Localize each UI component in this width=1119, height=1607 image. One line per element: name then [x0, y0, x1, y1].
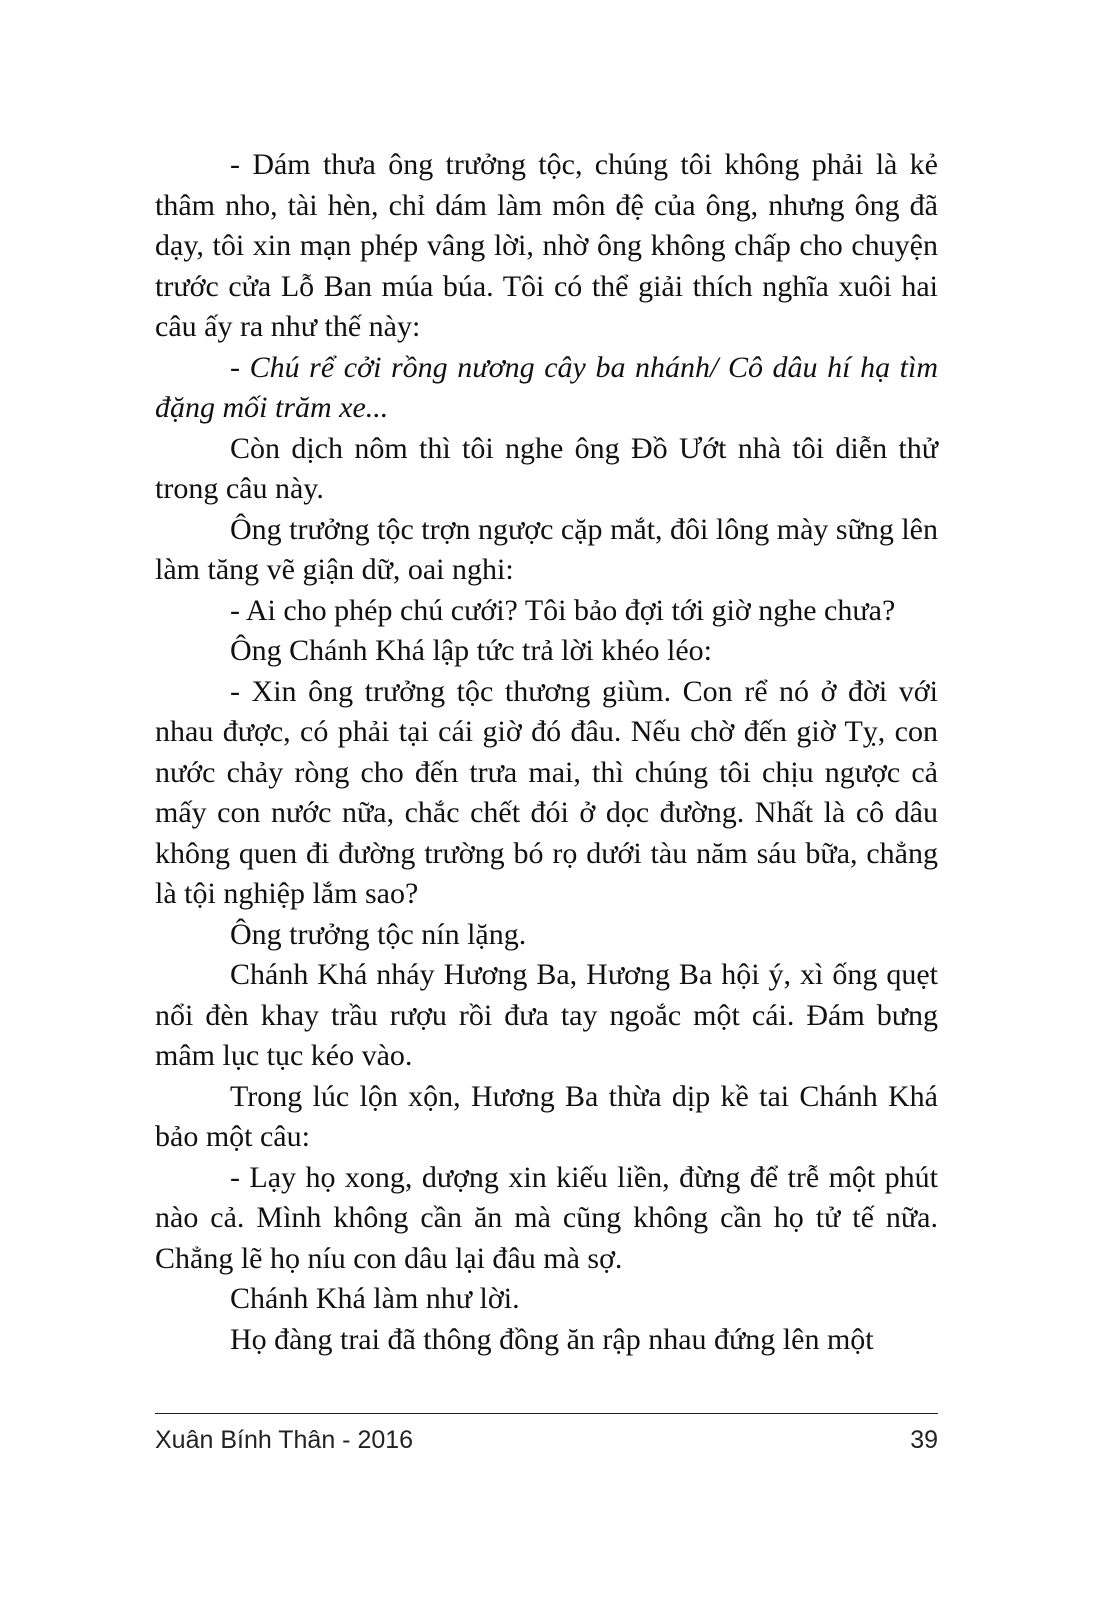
paragraph-italic-quote: - Chú rể cởi rồng nương cây ba nhánh/ Cô dâu hí hạ tìm đặng mối trăm xe... — [155, 350, 938, 424]
paragraph: - Lạy họ xong, dượng xin kiếu liền, đừng để trễ một phút nào cả. Mình không cần ăn mà cũng không cần họ tử tế nữa. Chẳng lẽ họ níu con dâu lại đâu mà sợ. — [155, 1160, 938, 1275]
paragraph: Chánh Khá nháy Hương Ba, Hương Ba hội ý, xì ống quẹt nổi đèn khay trầu rượu rồi đưa tay ngoắc một cái. Đám bưng mâm lục tục kéo vào. — [155, 958, 938, 1072]
page-body — [155, 145, 938, 1360]
paragraph: - Ai cho phép chú cưới? Tôi bảo đợi tới giờ nghe chưa? — [230, 593, 896, 627]
footer-publication-title: Xuân Bính Thân - 2016 — [155, 1426, 414, 1454]
page-footer — [155, 1424, 938, 1456]
footer-divider — [155, 1413, 938, 1414]
paragraph: Ông trưởng tộc trợn ngược cặp mắt, đôi lông mày sững lên làm tăng vẽ giận dữ, oai nghi: — [155, 512, 938, 586]
paragraph: - Dám thưa ông trưởng tộc, chúng tôi không phải là kẻ thâm nho, tài hèn, chỉ dám làm môn đệ của ông, nhưng ông đã dạy, tôi xin mạn phép vâng lời, nhờ ông không chấp cho chuyện trước cửa Lỗ Ban múa búa. Tôi có thể giải thích nghĩa xuôi hai câu ấy ra như thế này: — [155, 148, 938, 343]
paragraph: Họ đàng trai đã thông đồng ăn rập nhau đứng lên một — [230, 1322, 874, 1356]
paragraph: - Xin ông trưởng tộc thương giùm. Con rể nó ở đời với nhau được, có phải tại cái giờ đó đâu. Nếu chờ đến giờ Tỵ, con nước chảy ròng cho đến trưa mai, thì chúng tôi chịu ngược cả mấy con nước nữa, chắc chết đói ở dọc đường. Nhất là cô dâu không quen đi đường trường bó rọ dưới tàu năm sáu bữa, chẳng là tội nghiệp lắm sao? — [155, 674, 938, 910]
paragraph: Còn dịch nôm thì tôi nghe ông Đồ Ướt nhà tôi diễn thử trong câu này. — [155, 431, 938, 505]
paragraph: Ông trưởng tộc nín lặng. — [230, 917, 527, 951]
paragraph: Trong lúc lộn xộn, Hương Ba thừa dịp kề tai Chánh Khá bảo một câu: — [155, 1079, 938, 1153]
paragraph: Ông Chánh Khá lập tức trả lời khéo léo: — [230, 634, 713, 667]
page-number: 39 — [910, 1426, 938, 1454]
paragraph: Chánh Khá làm như lời. — [230, 1282, 520, 1315]
